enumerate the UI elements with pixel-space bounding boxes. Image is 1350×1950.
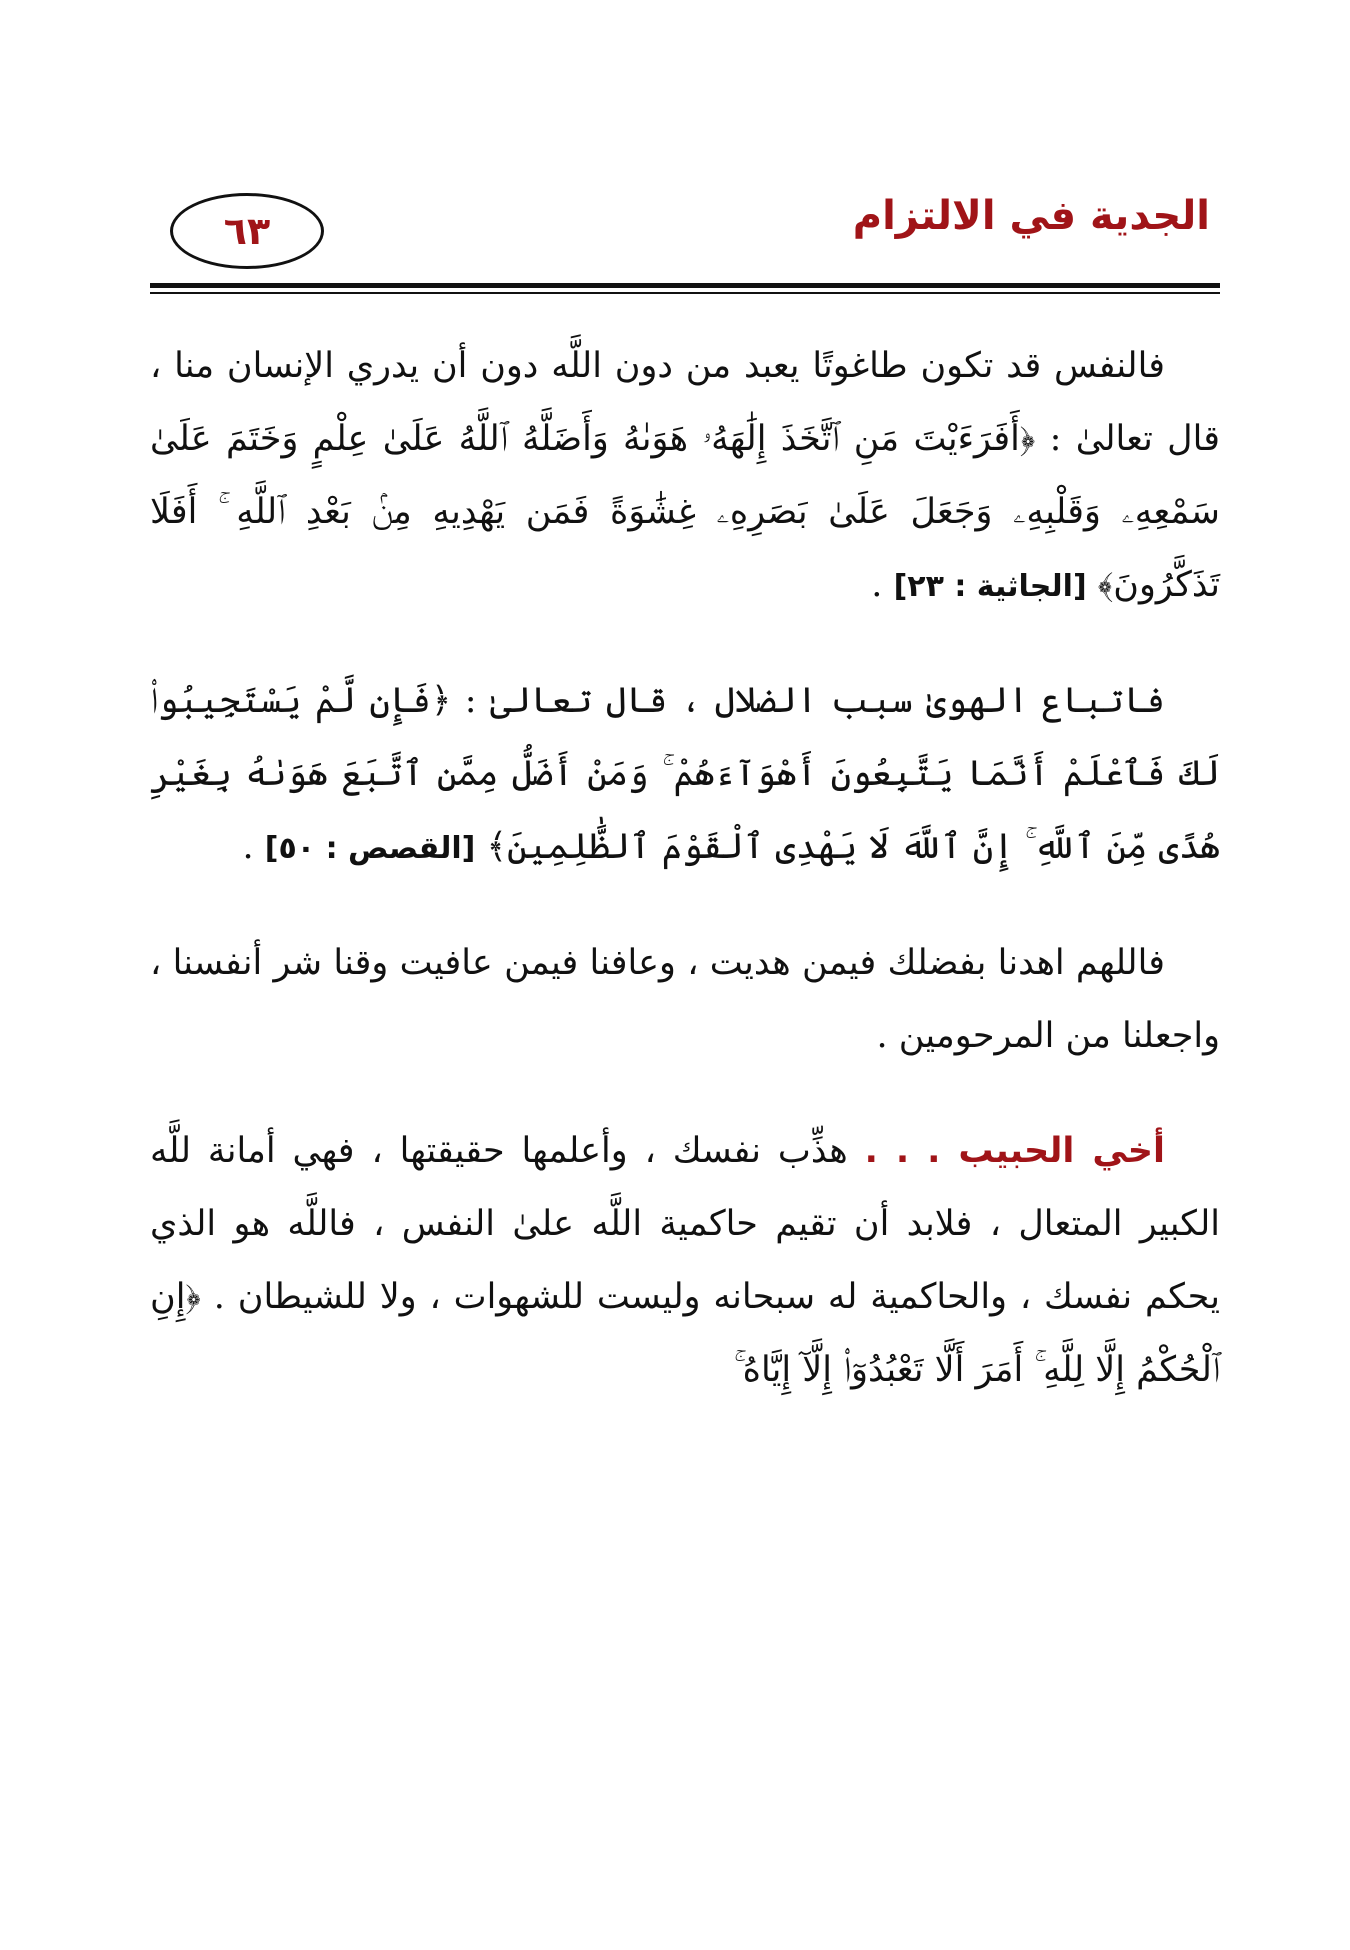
paragraph-3 bbox=[150, 927, 1220, 1073]
paragraph-1-intro: فالنفس قد تكون طاغوتًا يعبد من دون اللَّه دون أن يدري الإنسان منا ، قال تعالىٰ : bbox=[150, 346, 1220, 459]
page-header bbox=[150, 185, 1220, 275]
paragraph-4-text: هذِّب نفسك ، وأعلمها حقيقتها ، فهي أمانة للَّه الكبير المتعال ، فلابد أن تقيم حاكمية اللَّه علىٰ النفس ، فاللَّه هو الذي يحكم نفسك ، والحاكمية له سبحانه وليست للشهوات ، ولا للشيطان . bbox=[150, 1131, 1220, 1317]
paragraph-2-end: . bbox=[242, 827, 254, 867]
running-title: الجدية في الالتزام bbox=[852, 193, 1210, 239]
paragraph-1-end: . bbox=[871, 565, 883, 605]
quran-verse-hukm: ﴿إِنِ ٱلْحُكْمُ إِلَّا لِلَّهِ ۚ أَمَرَ أَلَّا تَعْبُدُوٓا۟ إِلَّآ إِيَّاهُ ۚ bbox=[150, 1277, 1220, 1390]
paragraph-3-text: فاللهم اهدنا بفضلك فيمن هديت ، وعافنا فيمن عافيت وقنا شر أنفسنا ، واجعلنا من المرحومين . bbox=[150, 943, 1220, 1056]
verse-citation-jathiya: [الجاثية : ٢٣] bbox=[893, 569, 1087, 604]
quran-verse-qasas: ﴿فَإِن لَّمْ يَسْتَجِيبُوا۟ لَكَ فَٱعْلَمْ أَنَّمَا يَتَّبِعُونَ أَهْوَآءَهُمْ ۚ وَمَنْ أَضَلُّ مِمَّنِ ٱتَّبَعَ هَوَىٰهُ بِغَيْرِ هُدًى مِّنَ ٱللَّهِ ۚ إِنَّ ٱللَّهَ لَا يَهْدِى ٱلْقَوْمَ ٱلظَّٰلِمِينَ﴾ bbox=[150, 681, 1220, 867]
page-number: ٦٣ bbox=[170, 193, 324, 269]
page-body bbox=[150, 330, 1220, 1449]
header-rule-thick bbox=[150, 283, 1220, 288]
paragraph-4 bbox=[150, 1115, 1220, 1407]
verse-citation-qasas: [القصص : ٥٠] bbox=[264, 831, 476, 866]
paragraph-4-lead: أخي الحبيب . . . bbox=[864, 1131, 1165, 1171]
paragraph-1 bbox=[150, 330, 1220, 623]
paragraph-2 bbox=[150, 665, 1220, 885]
quran-verse-jathiya: ﴿أَفَرَءَيْتَ مَنِ ٱتَّخَذَ إِلَٰهَهُۥ هَوَىٰهُ وَأَضَلَّهُ ٱللَّهُ عَلَىٰ عِلْمٍ وَخَتَمَ عَلَىٰ سَمْعِهِۦ وَقَلْبِهِۦ وَجَعَلَ عَلَىٰ بَصَرِهِۦ غِشَٰوَةً فَمَن يَهْدِيهِ مِنۢ بَعْدِ ٱللَّهِ ۚ أَفَلَا تَذَكَّرُونَ﴾ bbox=[150, 419, 1220, 605]
paragraph-2-intro: فاتباع الهوىٰ سبب الضلال ، قال تعالىٰ : bbox=[464, 681, 1165, 721]
header-rule-thin bbox=[150, 292, 1220, 294]
